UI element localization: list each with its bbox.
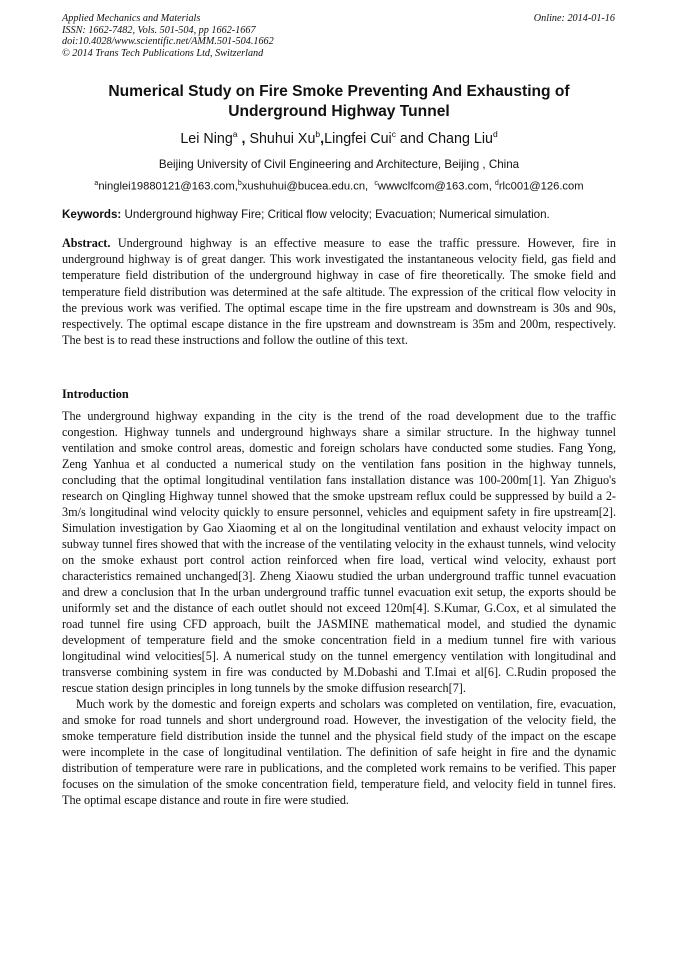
affiliation: Beijing University of Civil Engineering and Architecture, Beijing , China bbox=[158, 158, 520, 171]
paragraph: Much work by the domestic and foreign experts and scholars was completed on ventilation, fire, evacuation, and smoke for road tunnels and short underground road. However, the investigation of the velocity field, the smoke temperature field distribution inside the tunnel and the physical field study of the impact on the escape were incomplete in the case of longitudinal ventilation. The definition of safe height in fire and the dynamic distribution of temperature were rare in publications, and the completed work remains to be verified. This paper focuses on the simulation of the smoke concentration field, temperature field, and velocity field in tunnel fires. The optimal escape distance and route in fire were studied. bbox=[62, 697, 616, 807]
author-separator: , bbox=[237, 130, 250, 147]
keywords-text: Underground highway Fire; Critical flow velocity; Evacuation; Numerical simulation. bbox=[121, 208, 550, 221]
journal-doi[interactable]: doi:10.4028/www.scientific.net/AMM.501-504.1662 bbox=[62, 36, 274, 48]
abstract-text: Underground highway is an effective measure to ease the traffic pressure. However, fire in underground highway is of great danger. This work investigated the instantaneous velocity field, gas field and temperature field distribution of the underground highway in case of fire theoretically. The smoke field and temperature field distribution was determined at the safe altitude. The expression of the critical flow velocity in the previous work was verified. The optimal escape time in the fire upstream and downstream is 30s and 90s, respectively. The optimal escape distance in the fire upstream and downstream is 35m and 200m, respectively. The best is to read these instructions and follow the outline of this text. bbox=[62, 236, 616, 348]
keywords-label: Keywords: bbox=[62, 208, 122, 221]
author-list bbox=[62, 129, 616, 147]
author-separator: and bbox=[395, 130, 428, 147]
journal-header bbox=[62, 13, 274, 59]
author-name: Shuhui Xu bbox=[249, 130, 316, 147]
email-address[interactable]: wwwclfcom@163.com, bbox=[377, 180, 495, 193]
introduction-body bbox=[62, 408, 616, 808]
abstract bbox=[62, 235, 616, 348]
email-sup: b bbox=[237, 180, 242, 187]
author-sup: a bbox=[232, 129, 238, 139]
author-name: Lei Ning bbox=[180, 130, 233, 147]
journal-issn: ISSN: 1662-7482, Vols. 501-504, pp 1662-1667 bbox=[62, 24, 256, 36]
email-address[interactable]: rlc001@126.com bbox=[498, 180, 584, 193]
abstract-label: Abstract. bbox=[62, 236, 111, 250]
email-sup: d bbox=[494, 180, 499, 187]
author-name: Lingfei Cui bbox=[324, 130, 392, 147]
email-address[interactable]: ninglei19880121@163.com, bbox=[98, 180, 238, 193]
email-sup: a bbox=[94, 180, 99, 187]
author-name: Chang Liu bbox=[427, 130, 493, 147]
journal-name: Applied Mechanics and Materials bbox=[62, 13, 201, 24]
online-date: Online: 2014-01-16 bbox=[533, 13, 615, 24]
email-sup: c bbox=[374, 180, 378, 187]
author-sup: b bbox=[315, 129, 321, 139]
paper-title: Numerical Study on Fire Smoke Preventing And Exhausting of Underground Highway Tunnel bbox=[108, 83, 570, 120]
author-separator: , bbox=[320, 130, 325, 147]
author-sup: d bbox=[492, 129, 498, 139]
author-sup: c bbox=[391, 129, 396, 139]
keywords bbox=[62, 208, 616, 221]
paragraph: The underground highway expanding in the city is the trend of the road development due to the traffic congestion. Highway tunnels and underground highways share a similar structure. In the highway tunnel ventilation and smoke control areas, domestic and foreign scholars have conducted some studies. Fang Yong, Zeng Yanhua et al conducted a numerical study on the ventilation fans position in the highway tunnels, concluding that the optimal longitudinal ventilation fans installation distance was 100-200m[1]. Yan Zhiguo's research on Qingling Highway tunnel showed that the smoke upstream reflux could be suppressed by build a 2-3m/s longitudinal wind velocity quickly to ensure personnel, vehicles and equipment safety in fire upstream[2]. Simulation investigation by Gao Xiaoming et al on the longitudinal ventilation and exhaust velocity impact on subway tunnel fires showed that with the increase of the ventilating velocity in the exhaust tunnels, wind velocity on the smoke exhaust port control action reinforced when fire load, vertical wind velocity, exhaust port characteristics remained unchanged[3]. Zheng Xiaowu studied the urban underground traffic tunnel evacuation and drew a conclusion that In the urban underground traffic tunnel evacuation exit setup, the exports should be uniformly set and the distance of each outlet should not exceed 120m[4]. S.Kumar, G.Cox, et al simulated the road tunnel fire using CFD approach, built the JASMINE mathematical model, and studied the dynamic development of temperature field and the smoke concentration field in a medium tunnel fire with various longitudinal wind velocities[5]. A numerical study on the tunnel emergency ventilation with longitudinal and transverse combining system in fire was conducted by M.Dobashi and T.Imai et al[6]. C.Rudin proposed the rescue station design principles in long tunnels by the smoke diffusion research[7]. bbox=[62, 409, 616, 695]
email-address[interactable]: xushuhui@bucea.edu.cn, bbox=[241, 180, 375, 193]
email-list bbox=[62, 180, 616, 193]
journal-copyright: © 2014 Trans Tech Publications Ltd, Switzerland bbox=[62, 47, 264, 59]
section-title: Introduction bbox=[62, 387, 129, 401]
